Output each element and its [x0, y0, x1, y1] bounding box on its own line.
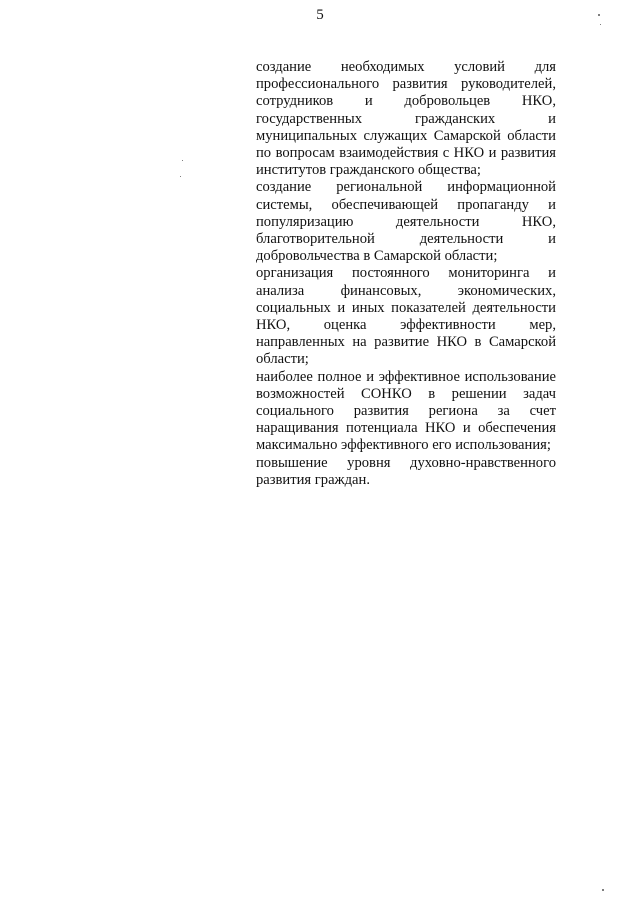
scan-speck [600, 24, 601, 25]
page-number: 5 [316, 7, 324, 23]
scan-speck [182, 160, 183, 161]
body-text [256, 59, 556, 489]
paragraph-3: организация постоянного мониторинга и анализа финансовых, экономических, социальных и иных показателей деятельности НКО, оценка эффективности мер, направленных на развитие НКО в Самарской области; [256, 265, 556, 368]
scan-speck [602, 889, 604, 891]
paragraph-5: повышение уровня духовно-нравственного развития граждан. [256, 454, 556, 488]
scan-speck [180, 176, 181, 177]
paragraph-4: наиболее полное и эффективное использование возможностей СОНКО в решении задач социального развития региона за счет наращивания потенциала НКО и обеспечения максимально эффективного его использования; [256, 368, 556, 454]
paragraph-2: создание региональной информационной системы, обеспечивающей пропаганду и популяризацию деятельности НКО, благотворительной деятельности и добровольчества в Самарской области; [256, 179, 556, 265]
paragraph-1: создание необходимых условий для профессионального развития руководителей, сотрудников и добровольцев НКО, государственных гражданских и муниципальных служащих Самарской области по вопросам взаимодействия с НКО и развития институтов гражданского общества; [256, 59, 556, 179]
scan-speck [598, 14, 600, 16]
